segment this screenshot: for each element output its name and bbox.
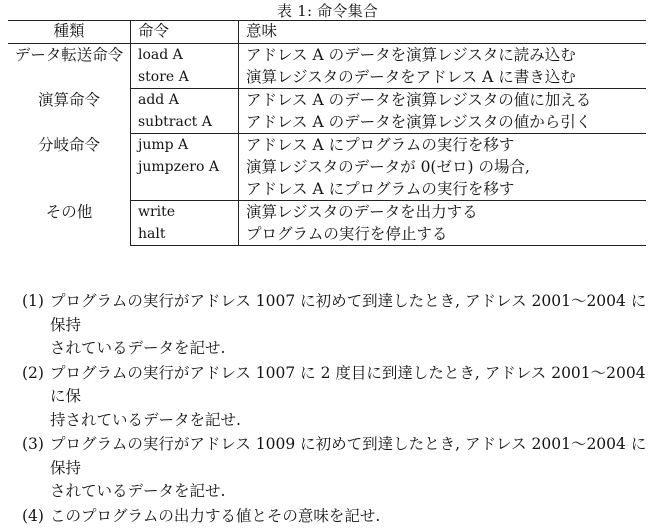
question-text: プログラムの実行がアドレス 1007 に初めて到達したとき, アドレス 2001～2004 に保持 されているデータを記せ. bbox=[50, 292, 647, 357]
group-branch bbox=[8, 134, 646, 201]
group-arithmetic bbox=[8, 89, 646, 134]
question-text: プログラムの実行がアドレス 1009 に初めて到達したとき, アドレス 2001～2004 に保持 されているデータを記せ. bbox=[50, 435, 647, 500]
instruction-op: halt bbox=[131, 223, 239, 246]
question-item bbox=[22, 505, 647, 529]
question-number: (2) bbox=[22, 363, 44, 382]
group-kind-label: データ転送命令 bbox=[14, 46, 124, 64]
table-row bbox=[8, 44, 646, 67]
question-number: (1) bbox=[22, 292, 44, 310]
instruction-meaning: アドレス A のデータを演算レジスタの値から引く bbox=[239, 111, 647, 134]
question-text: プログラムの実行がアドレス 1007 に 2 度目に到達したとき, アドレス 2001～2004 に保 持されているデータを記せ. bbox=[50, 363, 646, 429]
question-text: このプログラムの出力する値とその意味を記せ. bbox=[50, 506, 381, 525]
table-row bbox=[8, 134, 646, 157]
group-kind-label: 演算命令 bbox=[37, 90, 100, 109]
group-kind-label: その他 bbox=[45, 202, 93, 221]
header-meaning: 意味 bbox=[239, 21, 647, 44]
group-data-transfer bbox=[8, 44, 646, 89]
header-instruction: 命令 bbox=[131, 21, 239, 44]
question-item bbox=[22, 362, 647, 433]
instruction-op: add A bbox=[131, 89, 239, 112]
instruction-meaning: アドレス A にプログラムの実行を移す bbox=[239, 178, 647, 201]
table-row bbox=[8, 89, 646, 112]
header-kind: 種類 bbox=[8, 21, 131, 44]
question-list bbox=[22, 290, 647, 529]
question-item bbox=[22, 290, 647, 361]
instruction-op: jump A bbox=[131, 134, 239, 157]
group-other bbox=[8, 201, 646, 246]
instruction-meaning: プログラムの実行を停止する bbox=[239, 223, 647, 246]
table-row bbox=[8, 201, 646, 224]
question-item bbox=[22, 433, 647, 504]
instruction-meaning: 演算レジスタのデータを出力する bbox=[239, 201, 647, 224]
instruction-op: store A bbox=[131, 66, 239, 89]
question-number: (3) bbox=[22, 435, 44, 453]
instruction-op: load A bbox=[131, 44, 239, 67]
instruction-meaning: アドレス A のデータを演算レジスタに読み込む bbox=[239, 44, 647, 67]
instruction-meaning: 演算レジスタのデータをアドレス A に書き込む bbox=[239, 66, 647, 89]
question-number: (4) bbox=[22, 506, 44, 525]
instruction-op: write bbox=[131, 201, 239, 224]
instruction-op: jumpzero A bbox=[131, 156, 239, 178]
table-caption: 表 1: 命令集合 bbox=[277, 2, 378, 20]
instruction-op: subtract A bbox=[131, 111, 239, 134]
instruction-meaning: 演算レジスタのデータが 0(ゼロ) の場合, bbox=[239, 156, 647, 178]
table-header-row bbox=[8, 21, 646, 44]
instruction-op bbox=[131, 178, 239, 201]
instruction-meaning: アドレス A にプログラムの実行を移す bbox=[239, 134, 647, 157]
instruction-set-table bbox=[8, 20, 646, 246]
group-kind-label: 分岐命令 bbox=[37, 135, 100, 154]
instruction-meaning: アドレス A のデータを演算レジスタの値に加える bbox=[239, 89, 647, 112]
